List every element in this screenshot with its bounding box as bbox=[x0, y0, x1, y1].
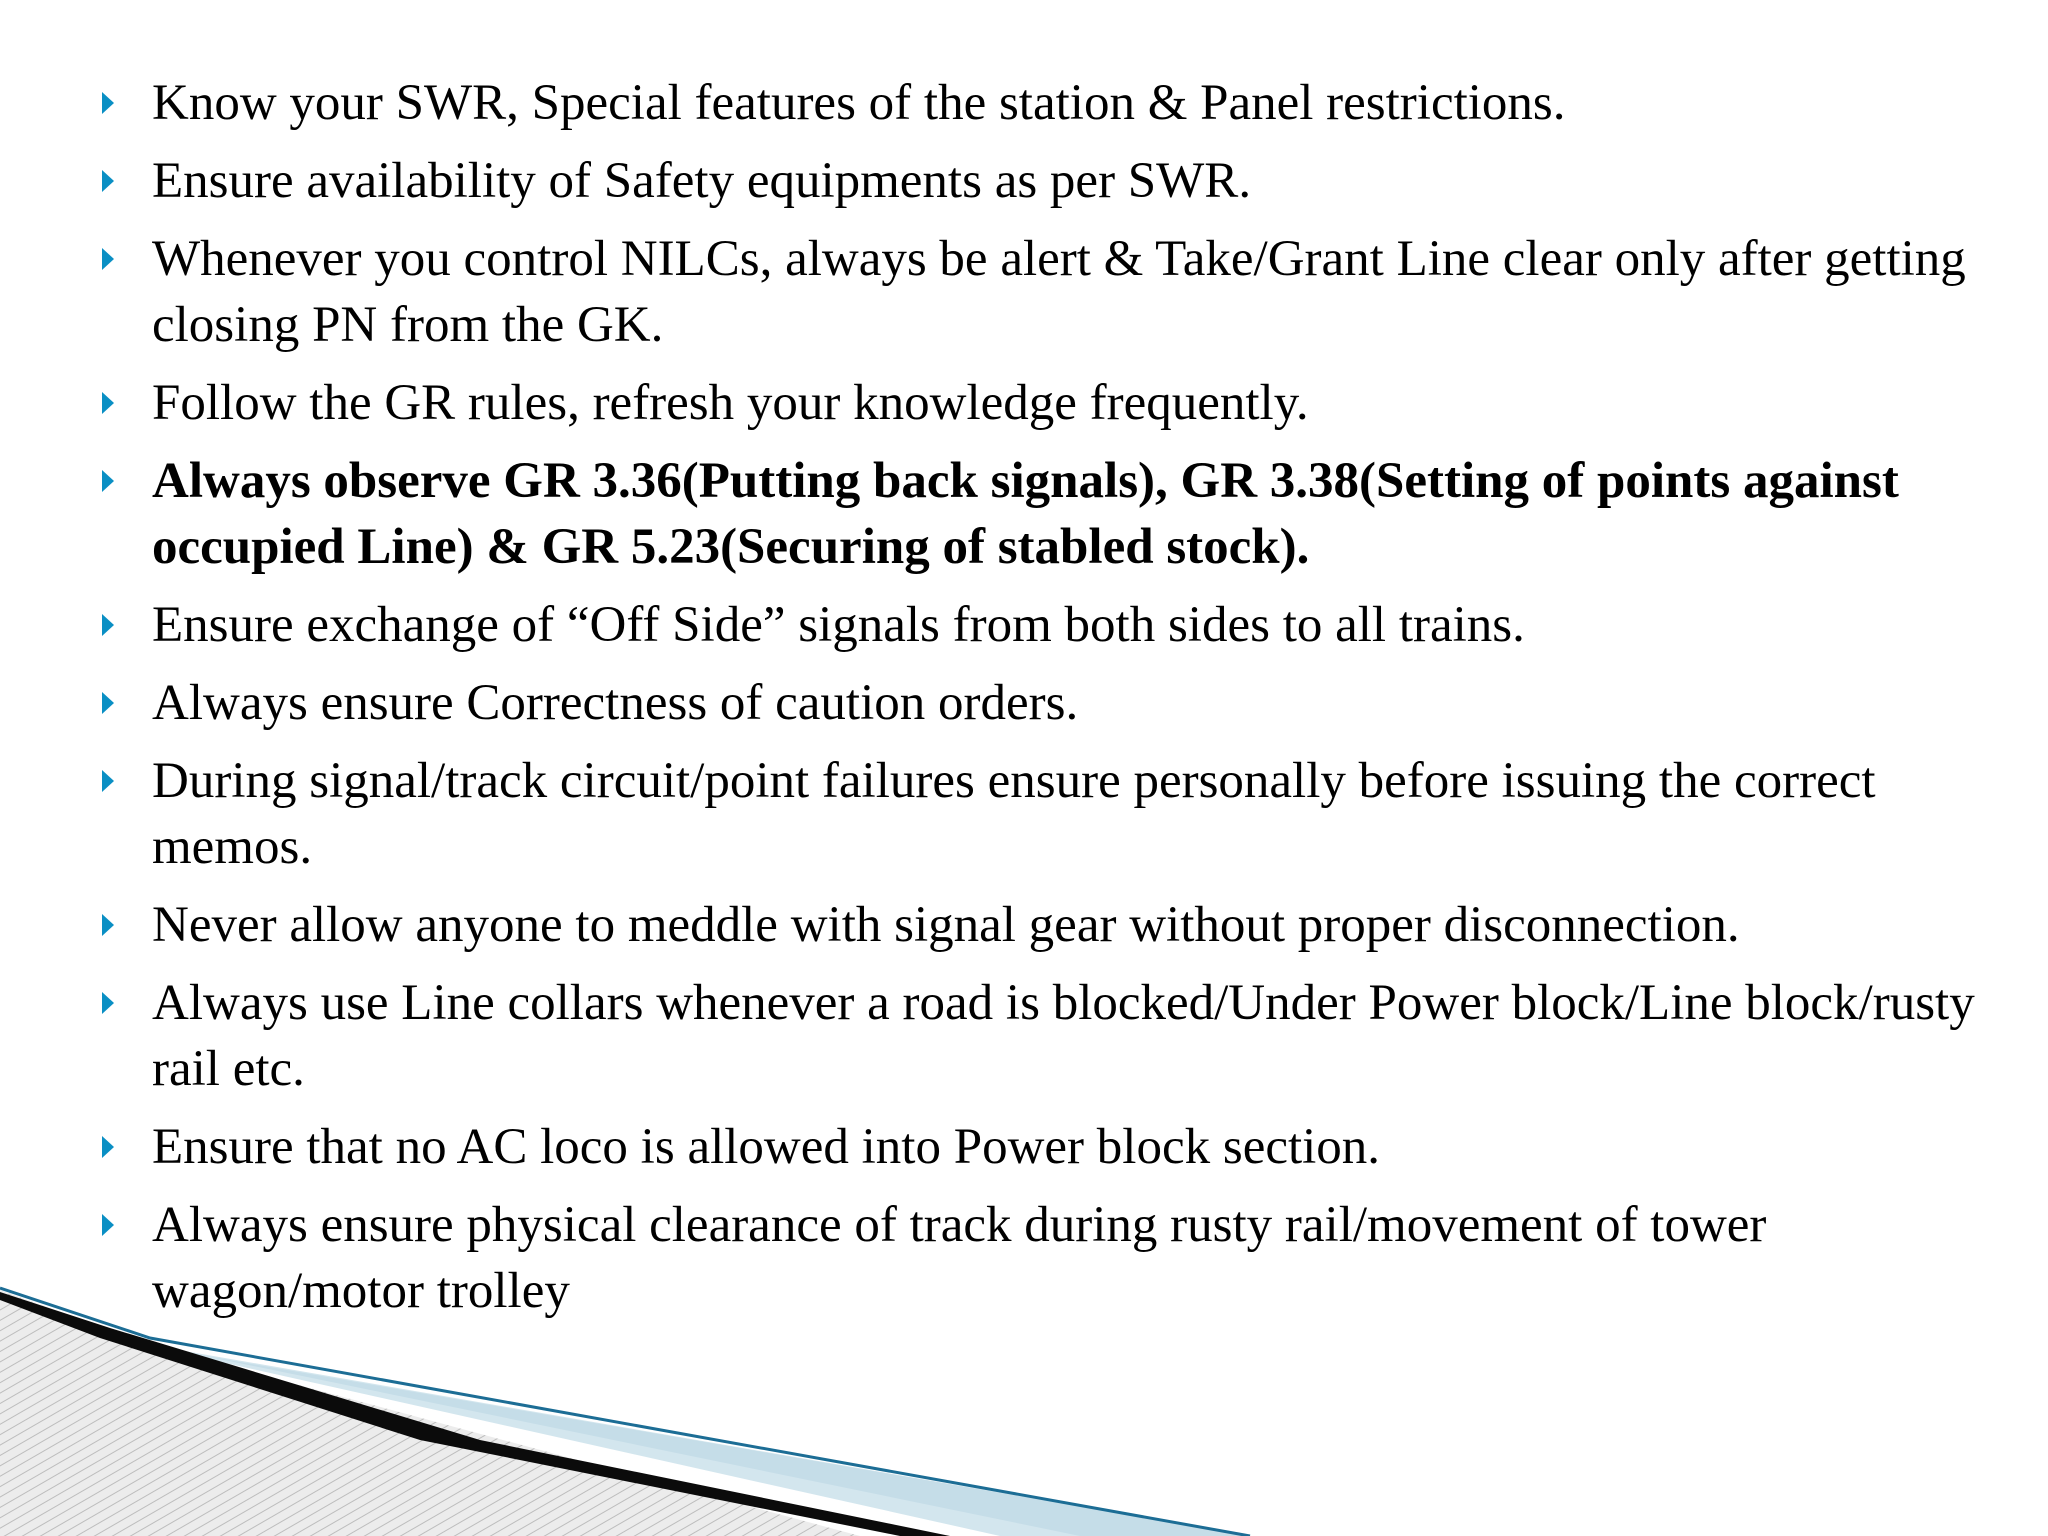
bullet-arrow-icon bbox=[102, 770, 114, 792]
bullet-item bbox=[100, 892, 2000, 958]
bullet-text: Always use Line collars whenever a road is blocked/Under Power block/Line block/rusty rail etc. bbox=[152, 975, 1975, 1097]
bullet-arrow-icon bbox=[102, 392, 114, 414]
bullet-item bbox=[100, 226, 2000, 358]
bullet-item bbox=[100, 1114, 2000, 1180]
bullet-text: Never allow anyone to meddle with signal gear without proper disconnection. bbox=[152, 897, 1740, 953]
bullet-text: Ensure exchange of “Off Side” signals from both sides to all trains. bbox=[152, 597, 1525, 653]
bullet-arrow-icon bbox=[102, 992, 114, 1014]
bullet-item bbox=[100, 748, 2000, 880]
bullet-text: Always observe GR 3.36(Putting back signals), GR 3.38(Setting of points against occupied Line) & GR 5.23(Securing of stabled stock). bbox=[152, 453, 1899, 575]
bullet-item bbox=[100, 670, 2000, 736]
bullet-arrow-icon bbox=[102, 614, 114, 636]
bullet-text: Ensure availability of Safety equipments as per SWR. bbox=[152, 153, 1252, 209]
bullet-arrow-icon bbox=[102, 170, 114, 192]
bullet-text: Always ensure physical clearance of track during rusty rail/movement of tower wagon/motor trolley bbox=[152, 1197, 1767, 1319]
bullet-arrow-icon bbox=[102, 1136, 114, 1158]
bullet-item bbox=[100, 592, 2000, 658]
bullet-arrow-icon bbox=[102, 1214, 114, 1236]
bullet-item-emphasized bbox=[100, 448, 2000, 580]
bullet-item bbox=[100, 970, 2000, 1102]
bullet-arrow-icon bbox=[102, 914, 114, 936]
bullet-text: Ensure that no AC loco is allowed into Power block section. bbox=[152, 1119, 1381, 1175]
bullet-arrow-icon bbox=[102, 470, 114, 492]
bullet-arrow-icon bbox=[102, 248, 114, 270]
bullet-item bbox=[100, 148, 2000, 214]
bullet-item bbox=[100, 70, 2000, 136]
bullet-item bbox=[100, 370, 2000, 436]
bullet-text: Always ensure Correctness of caution orders. bbox=[152, 675, 1079, 731]
bullet-item bbox=[100, 1192, 2000, 1324]
bullet-arrow-icon bbox=[102, 692, 114, 714]
bullet-text: During signal/track circuit/point failures ensure personally before issuing the correct memos. bbox=[152, 753, 1876, 875]
bullet-text: Know your SWR, Special features of the station & Panel restrictions. bbox=[152, 75, 1566, 131]
bullet-arrow-icon bbox=[102, 92, 114, 114]
bullet-text: Whenever you control NILCs, always be alert & Take/Grant Line clear only after getting closing PN from the GK. bbox=[152, 231, 1966, 353]
bullet-text: Follow the GR rules, refresh your knowledge frequently. bbox=[152, 375, 1309, 431]
bullet-list bbox=[100, 70, 2000, 1336]
